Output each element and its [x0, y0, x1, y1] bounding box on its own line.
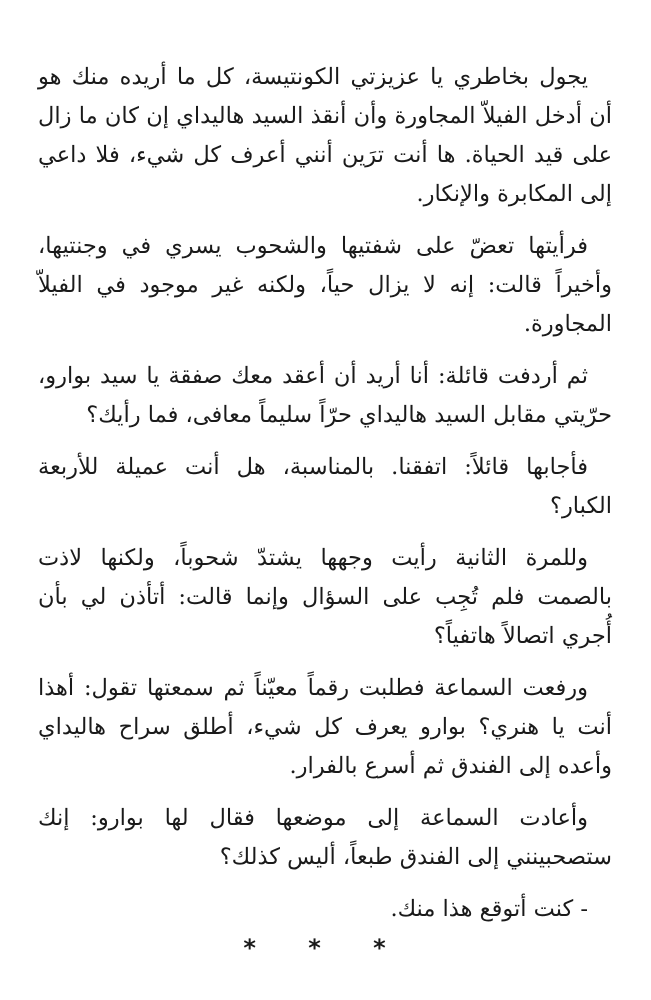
paragraph-7: وأعادت السماعة إلى موضعها فقال لها بوارو: إنك ستصحبينني إلى الفندق طبعاً، أليس كذلك؟ — [38, 805, 612, 870]
paragraph-2: فرأيتها تعضّ على شفتيها والشحوب يسري في وجنتيها، وأخيراً قالت: إنه لا يزال حياً، ولكنه غير موجود في الفيلاّ المجاورة. — [38, 233, 612, 337]
paragraph-4: فأجابها قائلاً: اتفقنا. بالمناسبة، هل أنت عميلة للأربعة الكبار؟ — [38, 454, 612, 519]
paragraph-1: يجول بخاطري يا عزيزتي الكونتيسة، كل ما أريده منك هو أن أدخل الفيلاّ المجاورة وأن أنقذ السيد هاليداي إن كان ما زال على قيد الحياة. ها أنت ترَين أنني أعرف كل شيء، فلا داعي إلى المكابرة والإنكار. — [38, 64, 612, 207]
paragraph-5: وللمرة الثانية رأيت وجهها يشتدّ شحوباً، ولكنها لاذت بالصمت فلم تُجِب على السؤال وإنما قالت: أتأذن لي بأن أُجري اتصالاً هاتفياً؟ — [38, 545, 612, 649]
paragraph-3: ثم أردفت قائلة: أنا أريد أن أعقد معك صفقة يا سيد بوارو، حرّيتي مقابل السيد هاليداي حرّاً سليماً معافى، فما رأيك؟ — [38, 363, 612, 428]
paragraph-8: - كنت أتوقع هذا منك. — [390, 896, 588, 922]
paragraph-6: ورفعت السماعة فطلبت رقماً معيّناً ثم سمعتها تقول: أهذا أنت يا هنري؟ بوارو يعرف كل شيء، أطلق سراح هاليداي وأعده إلى الفندق ثم أسرع بالفرار. — [38, 675, 612, 779]
page-body — [38, 58, 612, 942]
section-separator: * * * — [243, 934, 408, 962]
